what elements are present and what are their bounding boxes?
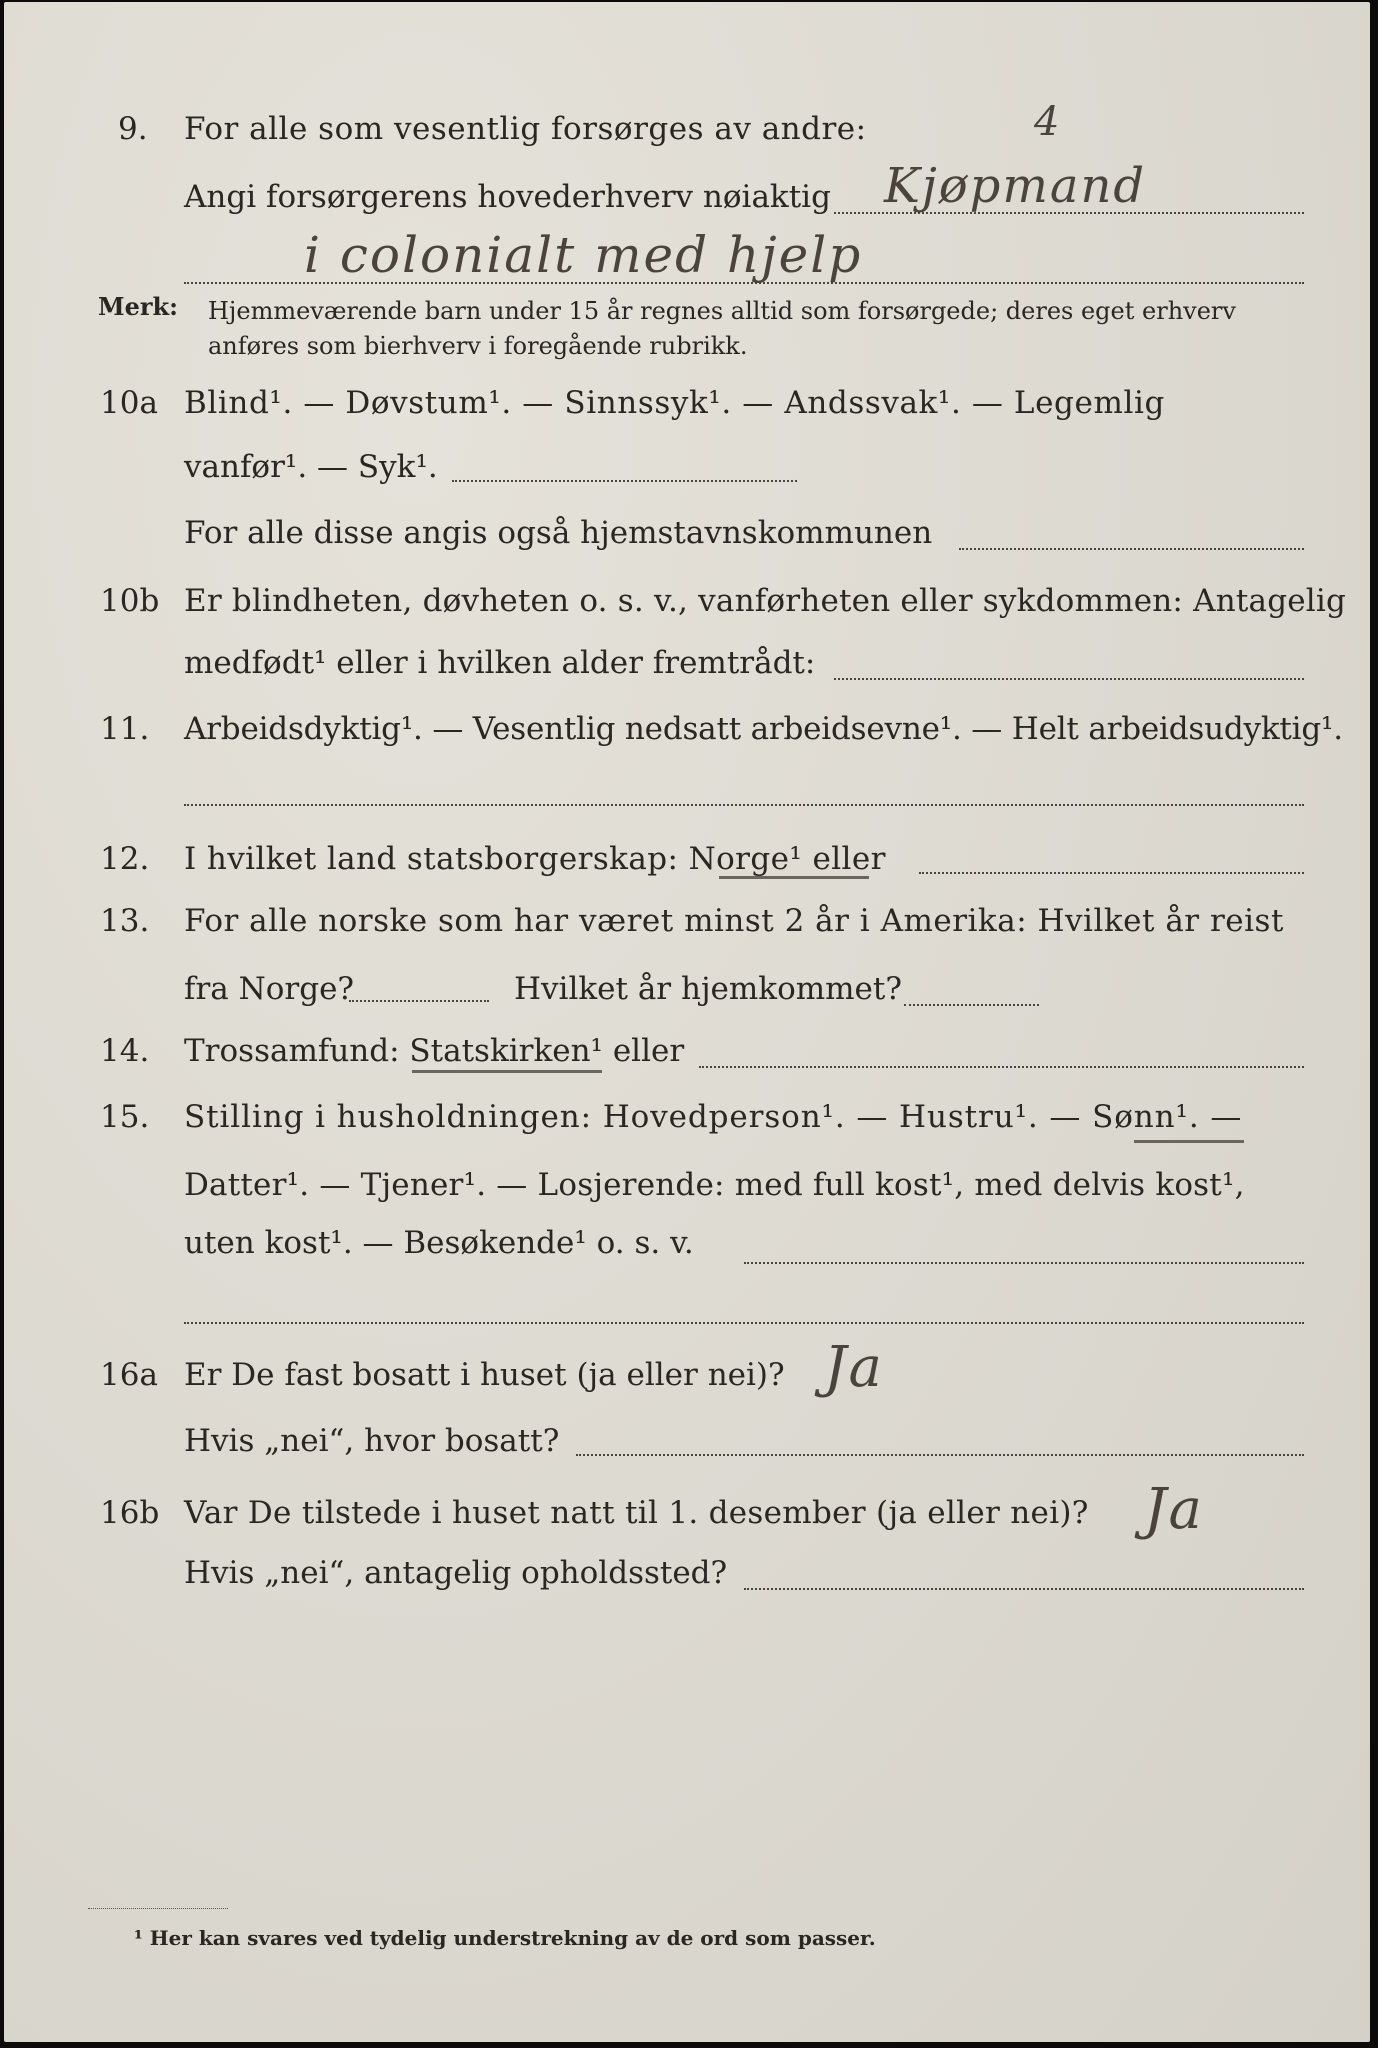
q10b-line2: medfødt¹ eller i hvilken alder fremtrådt: — [184, 645, 816, 681]
q14-number: 14. — [100, 1033, 150, 1069]
q9-line1: For alle som vesentlig forsørges av andre: — [184, 111, 867, 147]
q15-number: 15. — [100, 1099, 150, 1135]
q12-line1: I hvilket land statsborgerskap: Norge¹ eller — [184, 841, 886, 877]
q16b-line2: Hvis „nei“, antagelig opholdssted? — [184, 1555, 728, 1591]
q10b-answer-line — [834, 678, 1304, 680]
q9-handwritten-mark: 4 — [1034, 99, 1062, 145]
q16a-number: 16a — [100, 1357, 158, 1393]
merk-label: Merk: — [98, 292, 178, 321]
q14-statskirken-underline — [412, 1070, 602, 1073]
q13-reist-answer-line — [349, 1000, 489, 1002]
q16b-answer-line — [744, 1588, 1304, 1590]
q10a-line3: For alle disse angis også hjemstavnskommunen — [184, 515, 933, 551]
q15-line1: Stilling i husholdningen: Hovedperson¹. — Hustru¹. — Sønn¹. — — [184, 1099, 1243, 1135]
q9-handwritten-answer1: Kjøpmand — [884, 158, 1147, 214]
q12-number: 12. — [100, 841, 150, 877]
q13-line2b: Hvilket år hjemkommet? — [514, 971, 902, 1007]
q9-line2: Angi forsørgerens hovederhverv nøiaktig — [184, 179, 831, 215]
q16a-answer-line — [576, 1454, 1304, 1456]
q15-answer-line1 — [744, 1262, 1304, 1264]
q11-answer-line — [184, 804, 1304, 806]
q10a-syk-answer-line — [452, 480, 797, 482]
q15-answer-line2 — [184, 1322, 1304, 1324]
q13-hjemkommet-answer-line — [904, 1004, 1039, 1006]
q16b-handwritten-answer: Ja — [1144, 1477, 1204, 1542]
q13-number: 13. — [100, 903, 150, 939]
q10b-line1: Er blindheten, døvheten o. s. v., vanførheten eller sykdommen: Antagelig — [184, 583, 1347, 619]
q14-line1: Trossamfund: Statskirken¹ eller — [184, 1033, 685, 1069]
q15-line2: Datter¹. — Tjener¹. — Losjerende: med full kost¹, med delvis kost¹, — [184, 1167, 1245, 1203]
q16a-line2: Hvis „nei“, hvor bosatt? — [184, 1423, 560, 1459]
q12-norge-underline — [719, 876, 869, 879]
q10b-number: 10b — [100, 583, 160, 619]
q9-handwritten-answer2: i colonialt med hjelp — [304, 226, 863, 284]
q10a-line2: vanfør¹. — Syk¹. — [184, 449, 438, 485]
q12-answer-line — [919, 872, 1304, 874]
footnote-rule — [88, 1908, 228, 1909]
q10a-hjemstavn-answer-line — [959, 548, 1304, 550]
footnote-text: ¹ Her kan svares ved tydelig understrekning av de ord som passer. — [134, 1926, 876, 1950]
q11-line1: Arbeidsdyktig¹. — Vesentlig nedsatt arbeidsevne¹. — Helt arbeidsudyktig¹. — [184, 711, 1343, 747]
q16a-line1: Er De fast bosatt i huset (ja eller nei)? — [184, 1357, 785, 1393]
q14-answer-line — [699, 1066, 1304, 1068]
q13-line2a: fra Norge? — [184, 971, 355, 1007]
q15-line3: uten kost¹. — Besøkende¹ o. s. v. — [184, 1225, 694, 1261]
merk-line1: Hjemmeværende barn under 15 år regnes alltid som forsørgede; deres eget erhverv — [208, 297, 1236, 325]
q13-line1: For alle norske som har været minst 2 år i Amerika: Hvilket år reist — [184, 903, 1284, 939]
q16b-line1: Var De tilstede i huset natt til 1. desember (ja eller nei)? — [184, 1495, 1089, 1531]
q9-number: 9. — [118, 111, 148, 147]
q10a-line1: Blind¹. — Døvstum¹. — Sinnssyk¹. — Andssvak¹. — Legemlig — [184, 385, 1165, 421]
merk-line2: anføres som bierhverv i foregående rubrikk. — [208, 332, 748, 360]
q16a-handwritten-answer: Ja — [824, 1335, 884, 1400]
census-form-page — [4, 2, 1370, 2042]
q15-sonn-underline — [1134, 1140, 1244, 1143]
q16b-number: 16b — [100, 1495, 160, 1531]
q10a-number: 10a — [100, 385, 158, 421]
q11-number: 11. — [100, 711, 150, 747]
